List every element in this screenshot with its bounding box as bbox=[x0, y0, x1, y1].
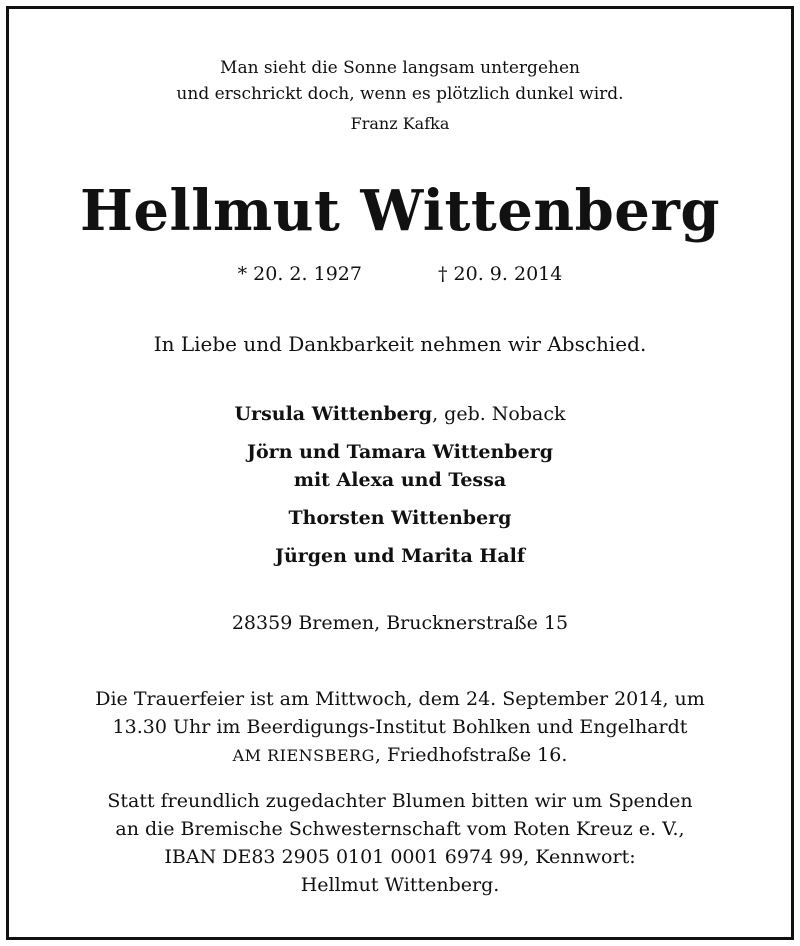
mourner-3: Thorsten Wittenberg bbox=[288, 507, 512, 529]
donation-info bbox=[0, 787, 800, 899]
mourner-2-line-1: Jörn und Tamara Wittenberg bbox=[247, 441, 553, 463]
mourner-2-line-2: mit Alexa und Tessa bbox=[293, 469, 507, 491]
quote-line-2: und erschrickt doch, wenn es plötzlich dunkel wird. bbox=[176, 84, 624, 104]
donation-line-2: an die Bremische Schwesternschaft vom Roten Kreuz e. V., bbox=[115, 818, 685, 840]
address: 28359 Bremen, Brucknerstraße 15 bbox=[231, 612, 569, 634]
mourner-2 bbox=[0, 438, 800, 494]
donation-line-3: IBAN DE83 2905 0101 0001 6974 99, Kennwort: bbox=[164, 846, 636, 868]
birth-date: * 20. 2. 1927 bbox=[237, 263, 362, 285]
mourners-list bbox=[0, 400, 800, 580]
life-dates bbox=[0, 263, 800, 285]
ceremony-line-1: Die Trauerfeier ist am Mittwoch, dem 24. September 2014, um bbox=[95, 688, 705, 710]
ceremony-line-2: 13.30 Uhr im Beerdigungs-Institut Bohlken und Engelhardt bbox=[112, 716, 688, 738]
ceremony-info bbox=[0, 685, 800, 770]
donation-line-1: Statt freundlich zugedachter Blumen bitten wir um Spenden bbox=[107, 790, 693, 812]
ceremony-line-3 bbox=[0, 741, 800, 770]
quote-author: Franz Kafka bbox=[350, 114, 450, 133]
farewell-text: In Liebe und Dankbarkeit nehmen wir Abschied. bbox=[153, 332, 647, 356]
donation-line-4: Hellmut Wittenberg. bbox=[300, 874, 500, 896]
quote bbox=[0, 55, 800, 107]
mourner-1-suffix: , geb. Noback bbox=[432, 403, 566, 425]
quote-line-1: Man sieht die Sonne langsam untergehen bbox=[220, 58, 580, 78]
ceremony-location-rest: , Friedhofstraße 16. bbox=[374, 744, 568, 766]
deceased-name: Hellmut Wittenberg bbox=[79, 178, 721, 244]
death-date: † 20. 9. 2014 bbox=[438, 263, 563, 285]
mourner-1 bbox=[0, 400, 800, 428]
mourner-4: Jürgen und Marita Half bbox=[274, 545, 526, 567]
mourner-1-name: Ursula Wittenberg bbox=[234, 403, 433, 425]
ceremony-location-caps: AM RIENSBERG bbox=[232, 746, 375, 765]
